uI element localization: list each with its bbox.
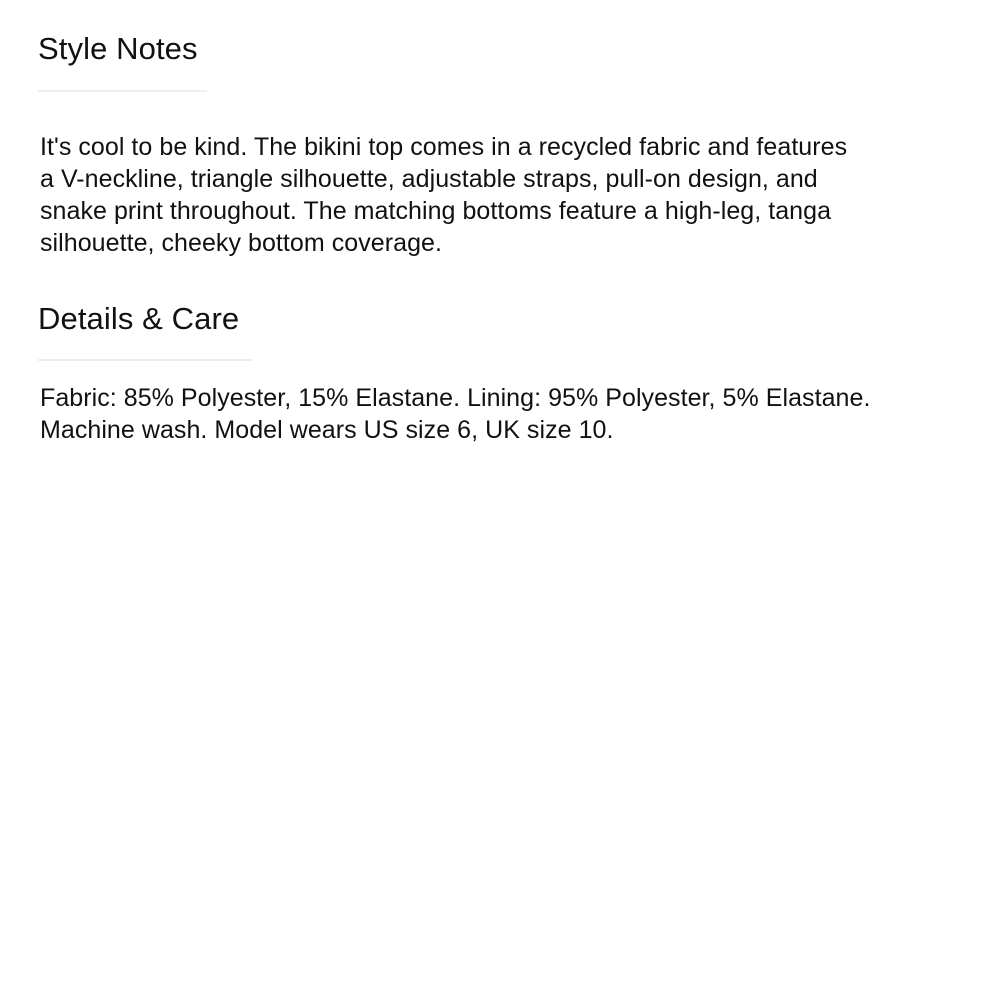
style-notes-heading: Style Notes [38, 31, 198, 66]
style-notes-divider [38, 90, 207, 92]
style-notes-line: a V-neckline, triangle silhouette, adjustable straps, pull-on design, and [40, 165, 818, 193]
style-notes-line: snake print throughout. The matching bottoms feature a high-leg, tanga [40, 197, 832, 225]
style-notes-line: silhouette, cheeky bottom coverage. [40, 229, 442, 257]
details-care-line: Machine wash. Model wears US size 6, UK size 10. [40, 416, 614, 444]
details-care-divider [38, 359, 252, 361]
details-care-heading: Details & Care [38, 301, 240, 336]
style-notes-description [40, 131, 970, 259]
style-notes-line: It's cool to be kind. The bikini top comes in a recycled fabric and features [40, 133, 848, 161]
details-care-description [40, 382, 980, 446]
details-care-line: Fabric: 85% Polyester, 15% Elastane. Lining: 95% Polyester, 5% Elastane. [40, 384, 871, 412]
